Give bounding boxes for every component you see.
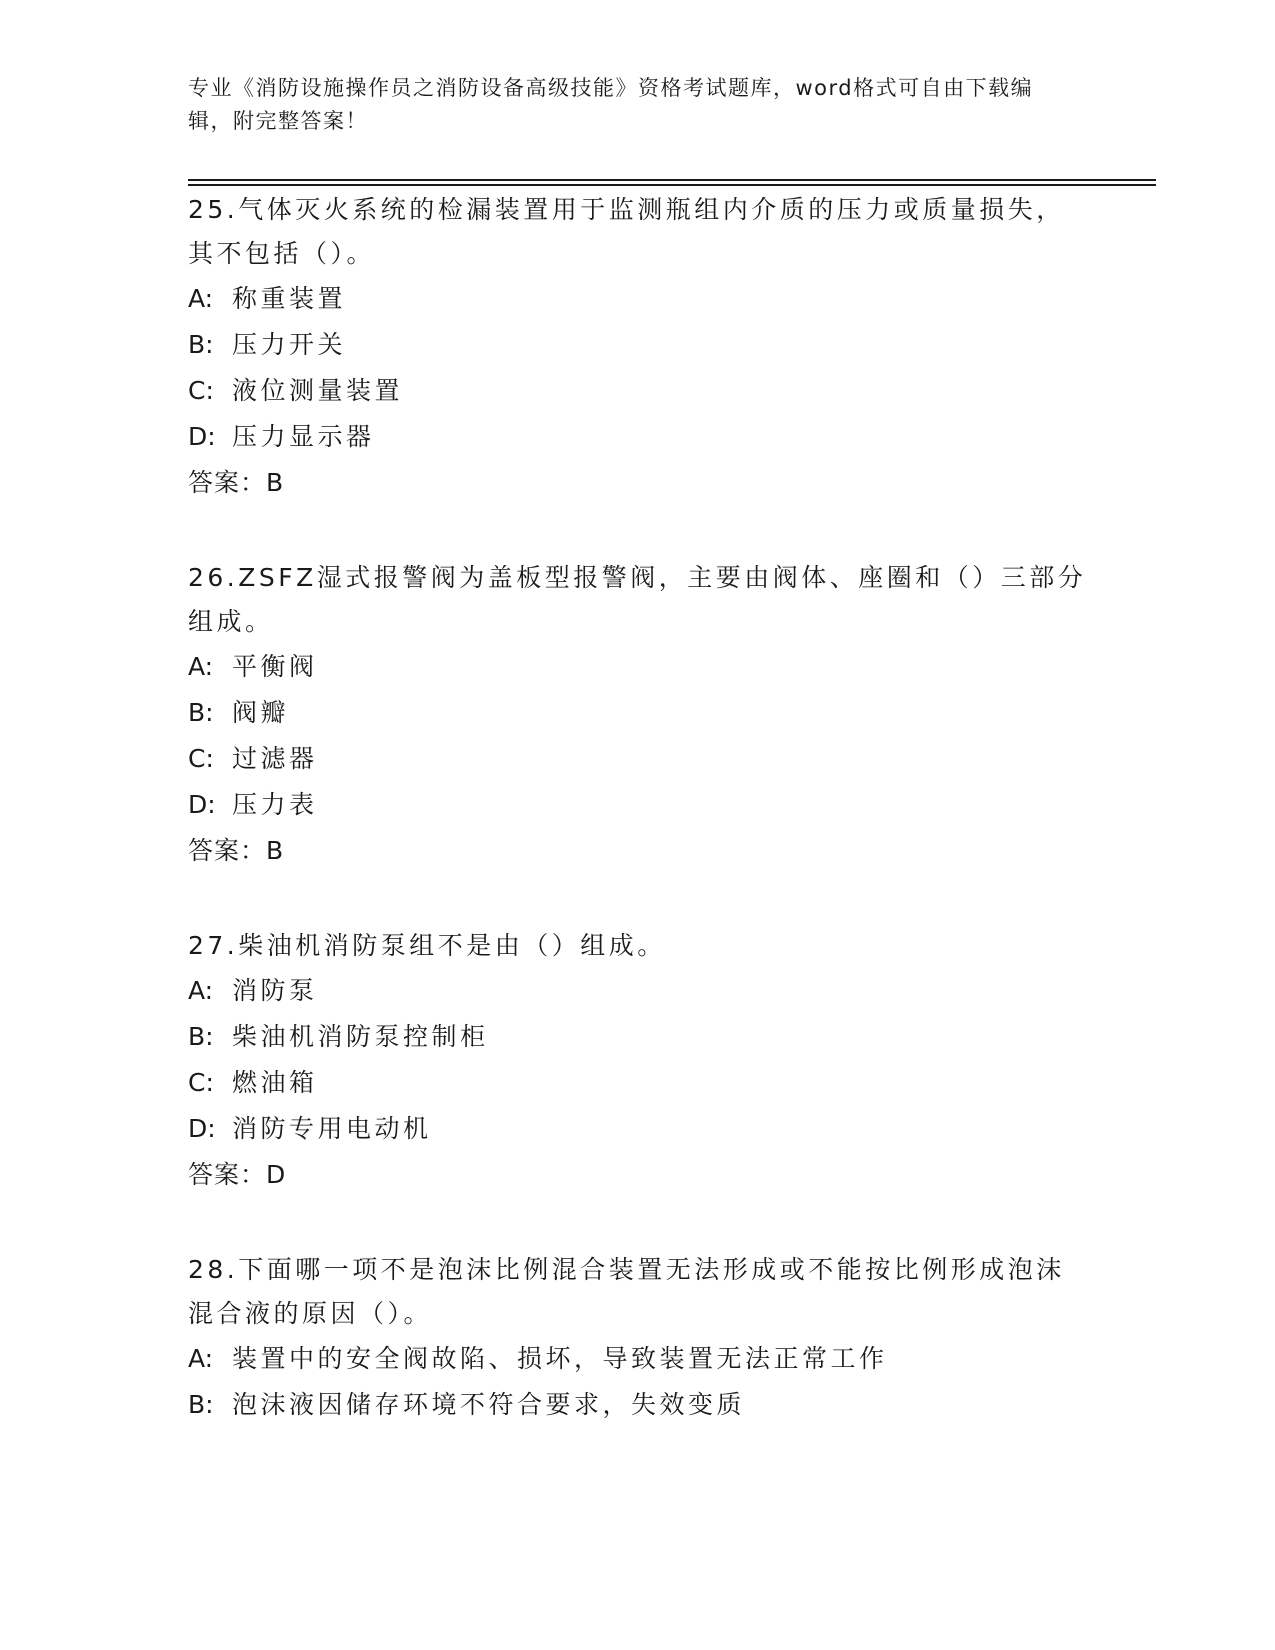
option-letter: A: [188,976,214,1005]
question-list [188,188,1088,1478]
option-text: 泡沫液因储存环境不符合要求，失效变质 [232,1390,746,1419]
question-26 [188,556,1088,874]
option-text: 压力开关 [232,330,347,359]
question-27 [188,924,1088,1198]
question-stem: 28.下面哪一项不是泡沫比例混合装置无法形成或不能按比例形成泡沫混合液的原因（）。 [188,1255,1065,1328]
option-letter: A: [188,284,214,313]
answer-line: 答案：B [188,468,285,497]
option-text: 液位测量装置 [232,376,404,405]
option-letter: C: [188,744,214,773]
option-c [188,736,1088,782]
option-text: 压力表 [232,790,318,819]
option-d [188,414,1088,460]
option-a [188,644,1088,690]
option-text: 压力显示器 [232,422,375,451]
option-text: 过滤器 [232,744,318,773]
option-text: 称重装置 [232,284,347,313]
header-note: 专业《消防设施操作员之消防设备高级技能》资格考试题库，word格式可自由下载编辑，附完整答案！ [188,76,1034,133]
option-text: 平衡阀 [232,652,318,681]
question-stem: 27.柴油机消防泵组不是由（）组成。 [188,931,666,960]
answer-line: 答案：B [188,836,285,865]
option-b [188,1014,1088,1060]
option-c [188,368,1088,414]
header-divider-top [188,179,1156,181]
option-letter: B: [188,1390,214,1419]
option-text: 消防泵 [232,976,318,1005]
option-b [188,690,1088,736]
option-d [188,782,1088,828]
option-a [188,276,1088,322]
option-letter: D: [188,422,216,451]
option-d [188,1106,1088,1152]
option-text: 装置中的安全阀故陷、损坏，导致装置无法正常工作 [232,1344,888,1373]
option-text: 消防专用电动机 [232,1114,432,1143]
option-letter: C: [188,376,214,405]
option-letter: B: [188,698,214,727]
option-a [188,968,1088,1014]
option-b [188,322,1088,368]
option-text: 柴油机消防泵控制柜 [232,1022,489,1051]
option-b [188,1382,1088,1428]
option-letter: D: [188,1114,216,1143]
option-letter: B: [188,1022,214,1051]
answer-line: 答案：D [188,1160,287,1189]
option-text: 燃油箱 [232,1068,318,1097]
option-letter: C: [188,1068,214,1097]
option-letter: A: [188,652,214,681]
option-a [188,1336,1088,1382]
option-c [188,1060,1088,1106]
question-25 [188,188,1088,506]
option-letter: D: [188,790,216,819]
option-text: 阀瓣 [232,698,290,727]
option-letter: B: [188,330,214,359]
option-letter: A: [188,1344,214,1373]
header-divider-bottom [188,184,1156,186]
question-28 [188,1248,1088,1428]
question-stem: 25.气体灭火系统的检漏装置用于监测瓶组内介质的压力或质量损失，其不包括（）。 [188,195,1065,268]
question-stem: 26.ZSFZ湿式报警阀为盖板型报警阀，主要由阀体、座圈和（）三部分组成。 [188,563,1087,636]
